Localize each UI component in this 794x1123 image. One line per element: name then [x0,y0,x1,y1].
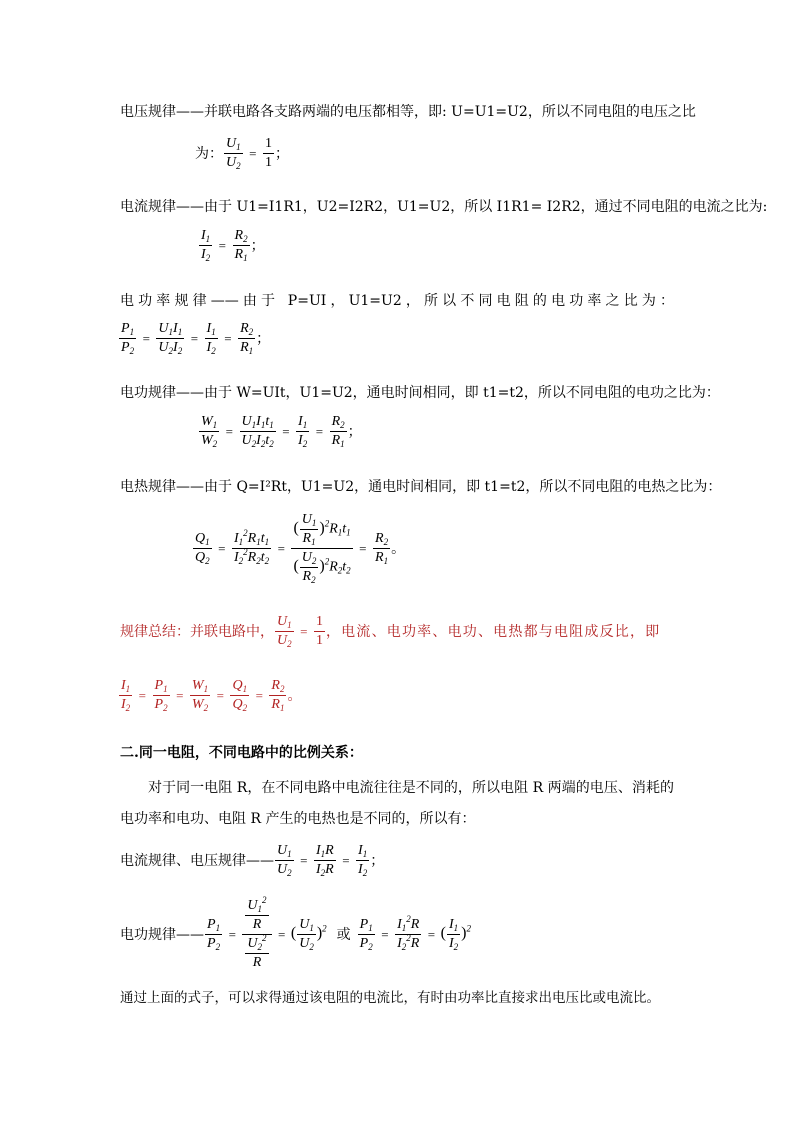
power-rule-text: 电功率规律——由于 P=UI，U1=U2，所以不同电阻的电功率之比为： [120,293,674,309]
summary-text-a: 规律总结：并联电路中， [120,623,274,640]
current-semicolon: ； [250,237,265,254]
summary-period: 。 [287,687,302,704]
heat-period: 。 [391,540,406,557]
heat-ratio-formula: $\frac{Q_1}{Q_2}$ = $\frac{I_1^2R_1t_1}{I_2^2R_2t_2}$ = ( $\frac{U_1}{R_1}$ )$^2R_1t_1$ ( $\frac{U_2}{R_2}$ )$^2R_2t_2$ = $\frac{R_2}{R_1}$ 。 [195,512,406,585]
cur-volt-semicolon: ； [370,852,385,869]
work-ratio-formula: $\frac{W_1}{W_2}$ = $\frac{U_1I_1t_1}{U_2I_2t_2}$ = $\frac{I_1}{I_2}$ = $\frac{R_2}{R_1}$ ； [201,414,362,449]
voltage-rule-tail: 为： [195,145,223,162]
work-rule-text: 电功规律——由于 W=UIt，U1=U2，通电时间相同，即 t1=t2，所以不同电阻的电功之比为： [120,385,720,401]
summary-ratio-formula: $\frac{I_1}{I_2}$ = $\frac{P_1}{P_2}$ = $\frac{W_1}{W_2}$ = $\frac{Q_1}{Q_2}$ = $\frac{R_2}{R_1}$ 。 [121,678,302,713]
current-ratio-formula: $\frac{I_1}{I_2}$ = $\frac{R_2}{R_1}$ ； [201,228,265,263]
paragraph-line-1: 对于同一电阻 R，在不同电路中电流往往是不同的，所以电阻 R 两端的电压、消耗的 [148,780,674,796]
power-ratio-formula: $\frac{P_1}{P_2}$ = $\frac{U_1I_1}{U_2I_2}$ = $\frac{I_1}{I_2}$ = $\frac{R_2}{R_1}$ ； [121,321,271,356]
paragraph-line-2: 电功率和电功、电阻 R 产生的电热也是不同的，所以有： [120,811,476,827]
voltage-semicolon: ； [274,145,289,162]
power-semicolon: ； [256,330,271,347]
or-text: 或 [336,926,351,943]
heat-rule-text: 电热规律——由于 Q=I²Rt，U1=U2，通电时间相同，即 t1=t2，所以不同电阻的电热之比为： [120,479,722,495]
voltage-rule-text: 电压规律——并联电路各支路两端的电压都相等，即: U=U1=U2，所以不同电阻的电压之比 [120,104,696,120]
summary-text-b: ，电流、电功率、电功、电热都与电阻成反比，即 [325,623,661,640]
cur-volt-formula: 电流规律、电压规律—— $\frac{U_1}{U_2}$ = $\frac{I_1R}{I_2R}$ = $\frac{I_1}{I_2}$ ； [120,843,385,878]
voltage-ratio-formula: 为： $\frac{U_1}{U_2}$ = $\frac{1}{1}$ ； [195,136,289,171]
summary-line: 规律总结：并联电路中， $\frac{U_1}{U_2}$ = $\frac{1}{1}$ ，电流、电功率、电功、电热都与电阻成反比，即 [120,614,661,649]
conclusion-text: 通过上面的式子，可以求得通过该电阻的电流比，有时由功率比直接求出电压比或电流比。 [120,990,660,1006]
power-rule2-label: 电功规律—— [120,926,204,943]
work-semicolon: ； [347,423,362,440]
section-title: 二.同一电阻，不同电路中的比例关系： [120,745,363,761]
power-rule2-formula: 电功规律—— $\frac{P_1}{P_2}$ = $\frac{\frac{U_1^2}{R}}{\frac{U_2^2}{R}}$ = ( $\frac{U_1}{U_2}$ )$^2$ 或 $\frac{P_1}{P_2}$ = $\frac{I_1^2R}{I_2^2R}$ = ( $\frac{I_1}{I_2}$ )$^2$ [120,895,471,970]
cur-volt-rule-label: 电流规律、电压规律—— [120,852,274,869]
current-rule-text: 电流规律——由于 U1=I1R1，U2=I2R2，U1=U2，所以 I1R1= I2R2，通过不同电阻的电流之比为: [120,199,768,215]
